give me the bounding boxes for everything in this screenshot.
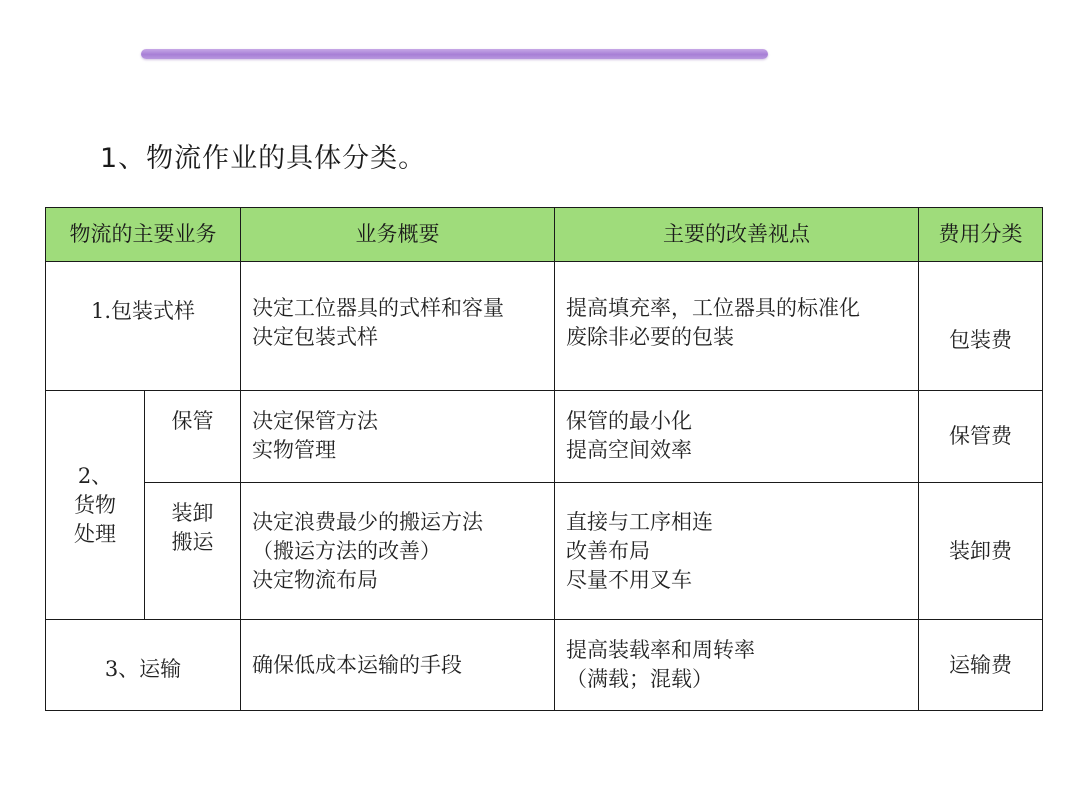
overview-line: 决定包装式样 <box>252 325 378 349</box>
improvement-cell <box>555 483 919 620</box>
section-heading: 1、物流作业的具体分类。 <box>100 143 427 174</box>
overview-line: 决定浪费最少的搬运方法 <box>252 510 483 534</box>
logistics-classification-table <box>45 207 1043 711</box>
overview-line: 决定物流布局 <box>252 568 378 592</box>
improvement-cell <box>555 262 919 391</box>
fee-cell: 装卸费 <box>919 483 1043 620</box>
overview-cell <box>241 262 555 391</box>
group-line: 货物 <box>74 492 116 517</box>
column-header-improvement: 主要的改善视点 <box>555 208 919 262</box>
table-row <box>46 391 1043 483</box>
subcategory-cell <box>145 391 241 483</box>
improvement-line: 改善布局 <box>566 539 650 563</box>
group-cell-cargo-handling <box>46 391 145 620</box>
table-row <box>46 483 1043 620</box>
improvement-cell <box>555 620 919 711</box>
improvement-line: 直接与工序相连 <box>566 510 713 534</box>
column-header-main-business: 物流的主要业务 <box>46 208 241 262</box>
improvement-line: 废除非必要的包装 <box>566 325 734 349</box>
column-header-fee-type: 费用分类 <box>919 208 1043 262</box>
table-header-row <box>46 208 1043 262</box>
group-line: 2、 <box>77 463 113 488</box>
table-row <box>46 262 1043 391</box>
fee-label: 包装费 <box>949 327 1012 352</box>
subcategory-line: 装卸 <box>171 501 214 525</box>
improvement-line: 提高装载率和周转率 <box>566 638 755 662</box>
improvement-line: （满载；混载） <box>566 667 713 691</box>
improvement-line: 尽量不用叉车 <box>566 568 692 592</box>
improvement-line: 提高填充率，工位器具的标准化 <box>566 296 860 320</box>
group-line: 处理 <box>74 521 116 546</box>
decorative-accent-bar <box>141 49 768 59</box>
subcategory-cell <box>145 483 241 620</box>
overview-cell <box>241 483 555 620</box>
improvement-cell <box>555 391 919 483</box>
fee-cell: 保管费 <box>919 391 1043 483</box>
fee-cell <box>919 262 1043 391</box>
fee-cell: 运输费 <box>919 620 1043 711</box>
overview-cell <box>241 620 555 711</box>
subcategory-line: 搬运 <box>171 530 214 554</box>
category-cell: 3、运输 <box>46 620 241 711</box>
overview-line: 实物管理 <box>252 438 336 462</box>
overview-line: 决定工位器具的式样和容量 <box>252 296 504 320</box>
overview-cell <box>241 391 555 483</box>
overview-line: 决定保管方法 <box>252 409 378 433</box>
table-row <box>46 620 1043 711</box>
category-cell: 1.包装式样 <box>46 262 241 391</box>
improvement-line: 保管的最小化 <box>566 409 692 433</box>
overview-line: （搬运方法的改善） <box>252 539 441 563</box>
column-header-overview: 业务概要 <box>241 208 555 262</box>
overview-line: 确保低成本运输的手段 <box>252 652 462 677</box>
subcategory-line: 保管 <box>171 409 214 433</box>
improvement-line: 提高空间效率 <box>566 438 692 462</box>
